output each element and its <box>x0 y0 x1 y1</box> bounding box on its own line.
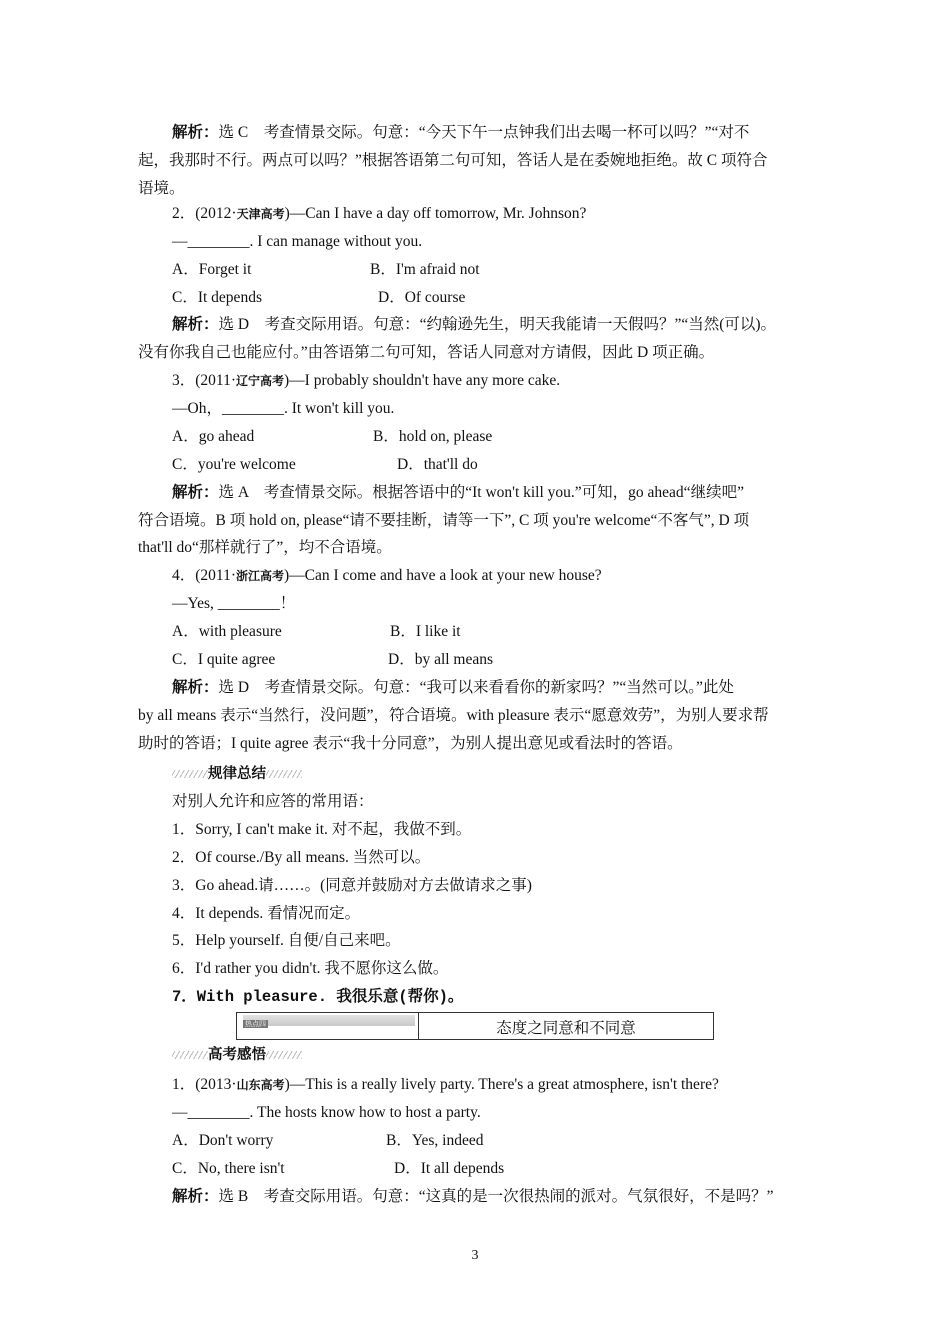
section-header: 高考感悟 <box>172 1045 302 1065</box>
analysis-line: 解析：选 D 考查情景交际。句意：“我可以来看看你的新家吗？”“当然可以。”此处 <box>172 679 734 696</box>
analysis-line: 解析：选 B 考查交际用语。句意：“这真的是一次很热闹的派对。气氛很好，不是吗？” <box>172 1188 774 1205</box>
option-c: C．No, there isn't <box>172 1160 285 1177</box>
exam-source: 天津高考 <box>236 207 285 221</box>
option-b: B．I'm afraid not <box>370 261 480 278</box>
question-line: 1．(2013·山东高考)—This is a really lively party. There's a great atmosphere, isn't there? <box>172 1076 719 1093</box>
option-a: A．Forget it <box>172 261 252 278</box>
analysis-line: 解析：选 A 考查情景交际。根据答语中的“It won't kill you.”可知，go ahead“继续吧” <box>172 484 744 501</box>
option-b: B．I like it <box>390 623 461 640</box>
analysis-line: 解析：选 C 考查情景交际。句意：“今天下午一点钟我们出去喝一杯可以吗？”“对不 <box>172 124 750 141</box>
hatch-decoration <box>172 1051 208 1059</box>
section-header: 规律总结 <box>172 764 302 784</box>
summary-item: 7．With pleasure. 我很乐意(帮你)。 <box>172 988 464 1006</box>
analysis-line: 解析：选 D 考查交际用语。句意：“约翰逊先生，明天我能请一天假吗？”“当然(可以)。 <box>172 316 777 333</box>
option-d: D．Of course <box>378 289 466 306</box>
text-line: 起，我那时不行。两点可以吗？”根据答语第二句可知，答话人是在委婉地拒绝。故 C 项符合 <box>138 152 768 169</box>
text-line: —________. I can manage without you. <box>172 233 423 250</box>
question-line: 3．(2011·辽宁高考)—I probably shouldn't have any more cake. <box>172 372 561 389</box>
text-line: —________. The hosts know how to host a party. <box>172 1104 481 1121</box>
option-a: A．Don't worry <box>172 1132 274 1149</box>
summary-intro: 对别人允许和应答的常用语： <box>172 793 374 810</box>
question-line: 4．(2011·浙江高考)—Can I come and have a look at your new house? <box>172 567 602 584</box>
summary-item: 4．It depends. 看情况而定。 <box>172 905 361 922</box>
text-line: 助时的答语；I quite agree 表示“我十分同意”，为别人提出意见或看法时的答语。 <box>138 735 683 752</box>
exam-source: 山东高考 <box>236 1078 285 1092</box>
summary-item: 2．Of course./By all means. 当然可以。 <box>172 849 431 866</box>
hatch-decoration <box>266 770 302 778</box>
text-line: 没有你我自己也能应付。”由答语第二句可知，答话人同意对方请假，因此 D 项正确。 <box>138 344 715 361</box>
summary-item: 6．I'd rather you didn't. 我不愿你这么做。 <box>172 960 449 977</box>
text-line: —Yes, ________！ <box>172 595 296 612</box>
option-a: A．with pleasure <box>172 623 282 640</box>
option-d: D．It all depends <box>394 1160 505 1177</box>
summary-item: 3．Go ahead.请……。(同意并鼓励对方去做请求之事) <box>172 877 532 894</box>
summary-item: 5．Help yourself. 自便/自己来吧。 <box>172 932 401 949</box>
text-line: 语境。 <box>138 180 185 197</box>
option-d: D．by all means <box>388 651 494 668</box>
question-line: 2．(2012·天津高考)—Can I have a day off tomorrow, Mr. Johnson? <box>172 205 587 222</box>
topic-title: 态度之同意和不同意 <box>496 1019 636 1037</box>
option-b: B．hold on, please <box>373 428 493 445</box>
topic-tag: 热点四 <box>243 1015 415 1026</box>
option-c: C．I quite agree <box>172 651 276 668</box>
option-c: C．It depends <box>172 289 262 306</box>
summary-item: 1．Sorry, I can't make it. 对不起，我做不到。 <box>172 821 472 838</box>
text-line: by all means 表示“当然行，没问题”，符合语境。with pleasure 表示“愿意效劳”，为别人要求帮 <box>138 707 769 724</box>
hatch-decoration <box>172 770 208 778</box>
text-line: that'll do“那样就行了”，均不合语境。 <box>138 539 392 556</box>
text-line: 符合语境。B 项 hold on, please“请不要挂断，请等一下”, C 项 you're welcome“不客气”, D 项 <box>138 512 750 529</box>
hatch-decoration <box>266 1051 302 1059</box>
option-b: B．Yes, indeed <box>386 1132 484 1149</box>
page-number: 3 <box>471 1248 479 1263</box>
exam-source: 浙江高考 <box>236 569 285 583</box>
exam-source: 辽宁高考 <box>236 374 285 388</box>
text-line: —Oh，________. It won't kill you. <box>172 400 395 417</box>
topic-box <box>236 1012 714 1040</box>
option-a: A．go ahead <box>172 428 255 445</box>
option-d: D．that'll do <box>397 456 478 473</box>
option-c: C．you're welcome <box>172 456 296 473</box>
